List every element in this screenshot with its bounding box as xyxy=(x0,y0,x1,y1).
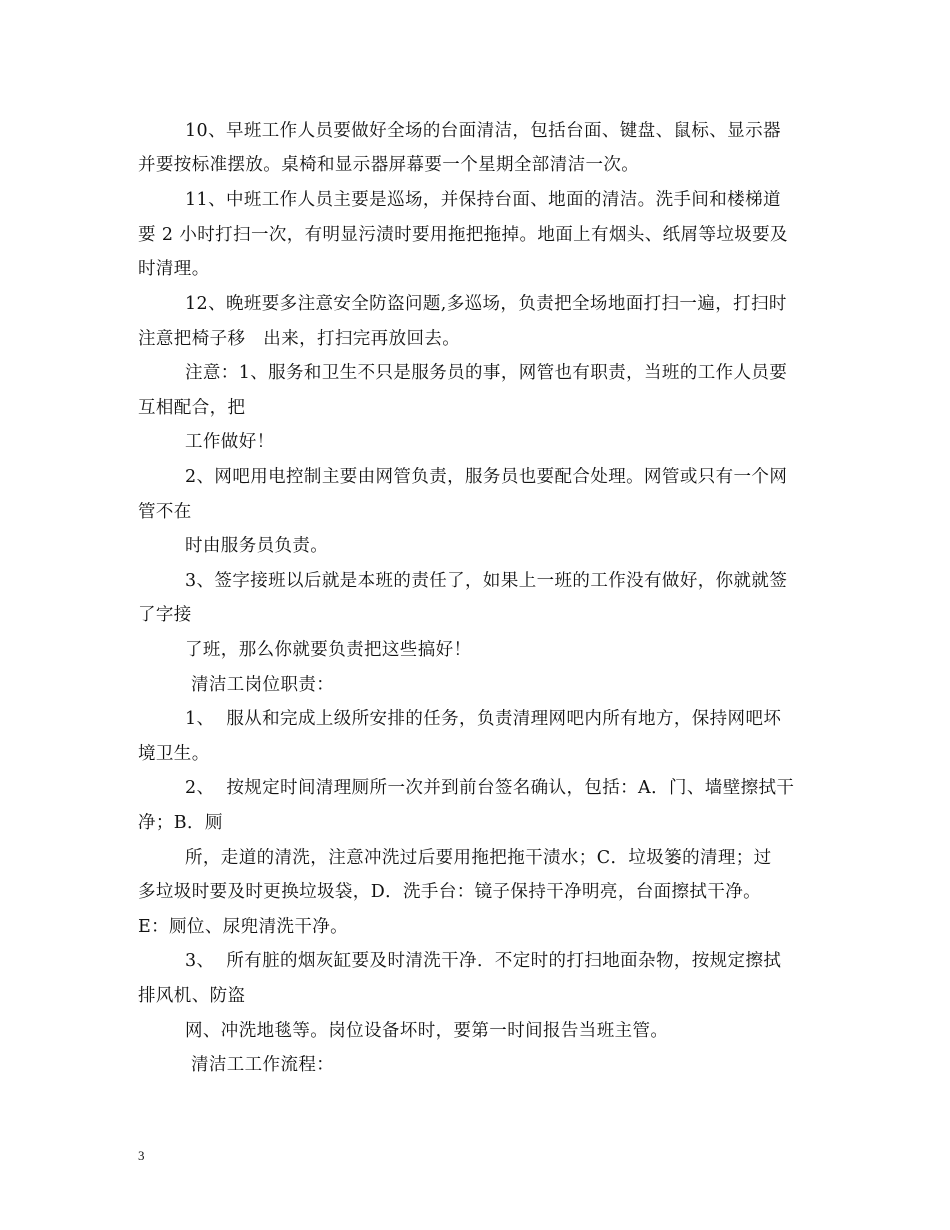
paragraph-line: 注意：1、服务和卫生不只是服务员的事，网管也有职责，当班的工作人员要 xyxy=(185,363,788,383)
paragraph-line: 网、冲洗地毯等。岗位设备坏时，要第一时间报告当班主管。 xyxy=(185,1021,669,1041)
section-heading: 清洁工岗位职责： xyxy=(185,675,335,695)
paragraph-line: 注意把椅子移 出来，打扫完再放回去。 xyxy=(138,329,461,349)
paragraph-line: 净；B．厕 xyxy=(138,813,223,833)
paragraph-line: 12、晚班要多注意安全防盗问题,多巡场，负责把全场地面打扫一遍，打扫时 xyxy=(185,294,787,314)
paragraph-line: 管不在 xyxy=(138,502,192,522)
paragraph-line: 要 2 小时打扫一次，有明显污渍时要用拖把拖掉。地面上有烟头、纸屑等垃圾要及 xyxy=(138,225,788,245)
paragraph-line: 时清理。 xyxy=(138,259,210,279)
paragraph-line: 11、中班工作人员主要是巡场，并保持台面、地面的清洁。洗手间和楼梯道 xyxy=(185,190,781,210)
paragraph-line: 3、签字接班以后就是本班的责任了，如果上一班的工作没有做好，你就就签 xyxy=(185,571,788,591)
paragraph-line: 2、网吧用电控制主要由网管负责，服务员也要配合处理。网管或只有一个网 xyxy=(185,467,788,487)
paragraph-line: 工作做好！ xyxy=(185,432,275,452)
paragraph-line: 了字接 xyxy=(138,605,192,625)
section-heading: 清洁工工作流程： xyxy=(185,1055,335,1075)
paragraph-line: E：厕位、尿兜清洗干净。 xyxy=(138,917,349,937)
paragraph-line: 3、 所有脏的烟灰缸要及时清洗干净．不定时的打扫地面杂物，按规定擦拭 xyxy=(185,951,782,971)
paragraph-line: 了班，那么你就要负责把这些搞好！ xyxy=(185,640,472,660)
paragraph-line: 10、早班工作人员要做好全场的台面清洁，包括台面、键盘、鼠标、显示器 xyxy=(185,121,781,141)
paragraph-line: 1、 服从和完成上级所安排的任务，负责清理网吧内所有地方，保持网吧坏 xyxy=(185,709,782,729)
page-number: 3 xyxy=(138,1148,145,1163)
paragraph-line: 多垃圾时要及时更换垃圾袋，D．洗手台：镜子保持干净明亮，台面擦拭干净。 xyxy=(138,882,762,902)
paragraph-line: 互相配合，把 xyxy=(138,398,246,418)
paragraph-line: 2、 按规定时间清理厕所一次并到前台签名确认，包括：A．门、墙壁擦拭干 xyxy=(185,778,795,798)
paragraph-line: 所，走道的清洗，注意冲洗过后要用拖把拖干渍水；C．垃圾篓的清理；过 xyxy=(185,848,772,868)
paragraph-line: 排风机、防盗 xyxy=(138,986,246,1006)
paragraph-line: 并要按标准摆放。桌椅和显示器屏幕要一个星期全部清洁一次。 xyxy=(138,155,640,175)
paragraph-line: 时由服务员负责。 xyxy=(185,536,329,556)
paragraph-line: 境卫生。 xyxy=(138,744,210,764)
